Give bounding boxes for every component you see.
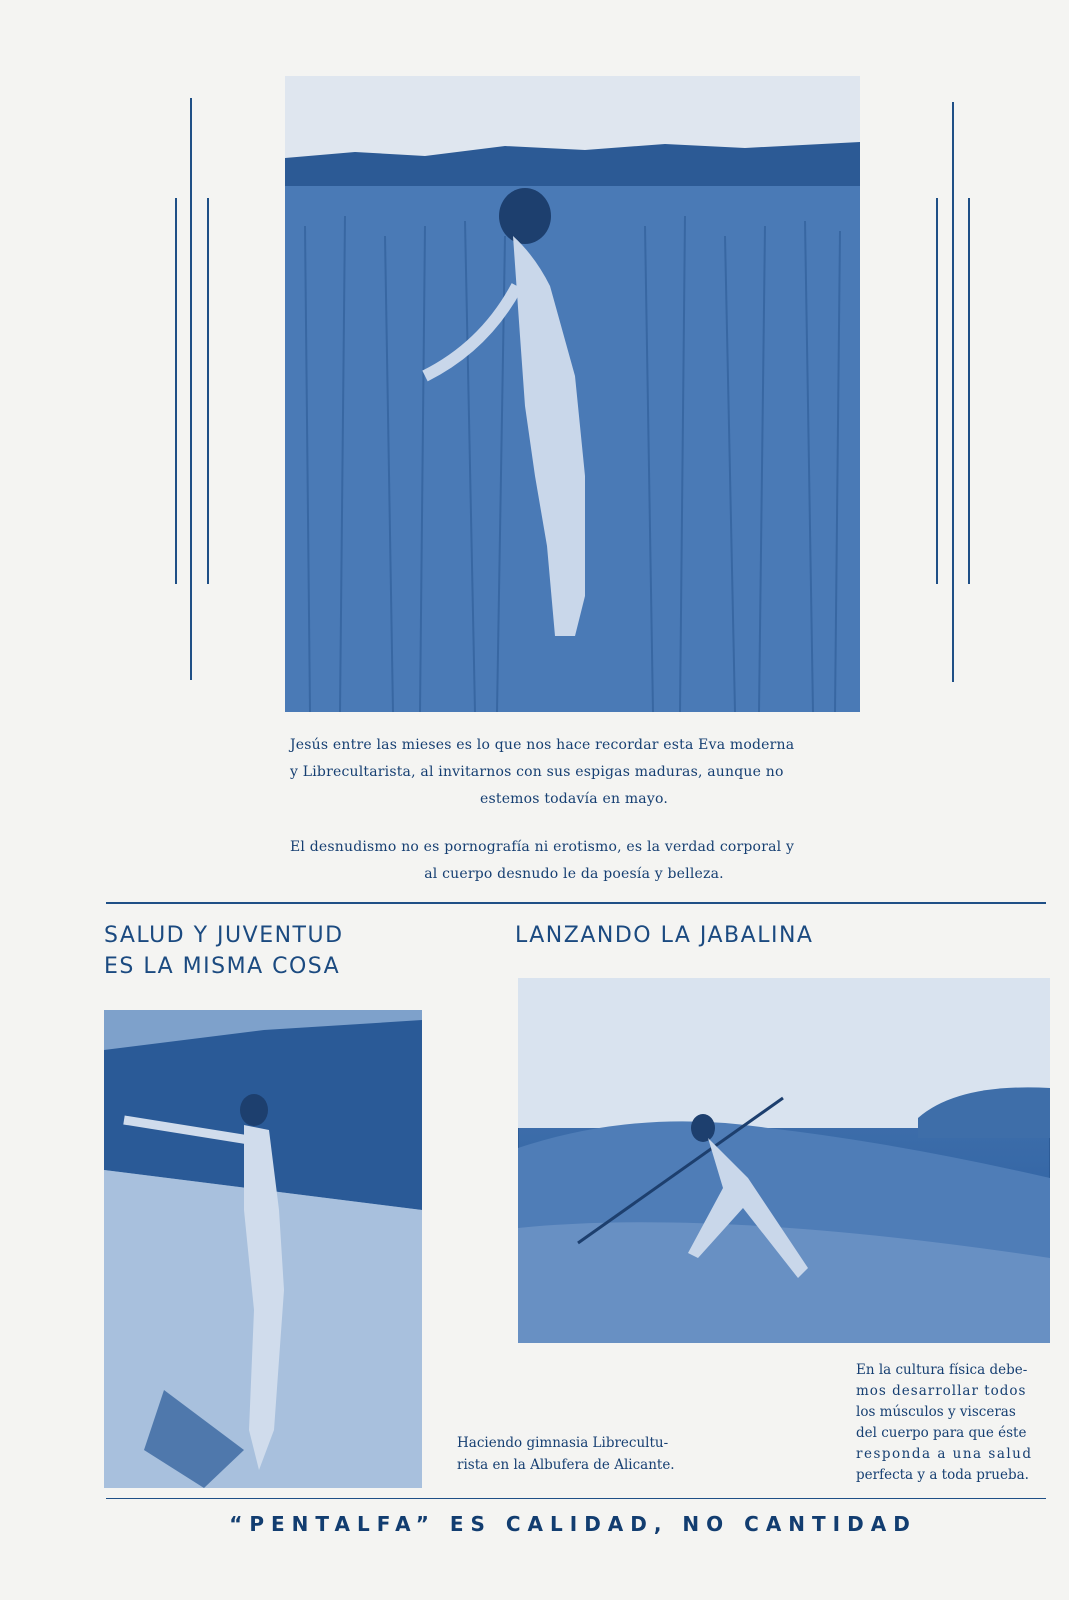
side-line: perfecta y a toda prueba.: [856, 1467, 1029, 1483]
side-line: responda a una salud: [856, 1446, 1033, 1462]
caption-line: Jesús entre las mieses es lo que nos hace recordar esta Eva moderna: [290, 737, 795, 753]
wheat-field-photo: [285, 76, 860, 712]
side-line: del cuerpo para que éste: [856, 1425, 1027, 1441]
caption-line: estemos todavía en mayo.: [480, 791, 668, 807]
bottom-caption: [457, 1432, 719, 1476]
caption-line: rista en la Albufera de Alicante.: [457, 1457, 675, 1473]
javelin-photo: [518, 978, 1050, 1343]
decorative-line: [936, 198, 938, 584]
title-line: SALUD Y JUVENTUD: [104, 923, 344, 948]
left-section-title: [104, 920, 344, 982]
side-line: mos desarrollar todos: [856, 1383, 1027, 1399]
decorative-line: [190, 98, 192, 680]
section-divider: [106, 902, 1046, 904]
caption-line: al cuerpo desnudo le da poesía y belleza.: [424, 866, 724, 882]
top-caption: [290, 732, 858, 813]
decorative-line: [952, 102, 954, 682]
footer-slogan: “PENTALFA” ES CALIDAD, NO CANTIDAD: [229, 1512, 917, 1536]
top-caption-note: [290, 834, 858, 888]
caption-line: Haciendo gimnasia Librecultu-: [457, 1435, 669, 1451]
decorative-line: [207, 198, 209, 584]
decorative-line: [175, 198, 177, 584]
caption-line: El desnudismo no es pornografía ni erotismo, es la verdad corporal y: [290, 839, 795, 855]
man-rocks-photo: [104, 1010, 422, 1488]
side-line: En la cultura física debe-: [856, 1362, 1028, 1378]
caption-line: y Librecultarista, al invitarnos con sus espigas maduras, aunque no: [290, 764, 784, 780]
footer-divider: [106, 1498, 1046, 1499]
right-section-title: LANZANDO LA JABALINA: [515, 923, 814, 948]
side-text: [856, 1360, 1052, 1486]
side-line: los músculos y visceras: [856, 1404, 1016, 1420]
title-line: ES LA MISMA COSA: [104, 954, 341, 979]
decorative-line: [968, 198, 970, 584]
